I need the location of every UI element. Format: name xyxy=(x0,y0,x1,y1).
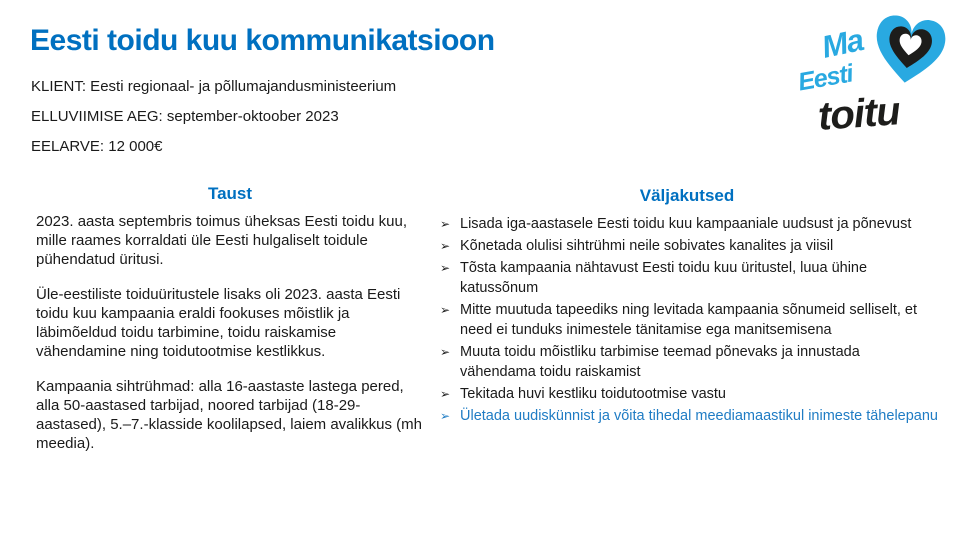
challenge-bullet xyxy=(436,406,938,426)
challenge-bullet-text: Ületada uudiskünnist ja võita tihedal meediamaastikul inimeste tähelepanu xyxy=(460,408,938,424)
logo-word-toitu: toitu xyxy=(816,89,902,139)
challenge-bullet-text: Tekitada huvi kestliku toidutootmise vastu xyxy=(460,386,726,402)
taust-paragraph: Kampaania sihtrühmad: alla 16-aastaste lastega pered, alla 50-aastased tarbijad, noored tarbijad (18-29-aastased), 5.–7.-klasside koolilapsed, laiem avalikkus (mh meedia). xyxy=(36,378,423,452)
challenge-bullet xyxy=(436,258,938,298)
taust-paragraph: 2023. aasta septembris toimus üheksas Eesti toidu kuu, mille raames korraldati üle Eesti hulgaliselt toidule pühendatud üritusi. xyxy=(36,213,408,268)
valjakutsed-heading: Väljakutsed xyxy=(639,186,735,205)
arrow-bullet-icon: ➢ xyxy=(440,409,451,423)
meta-line: KLIENT: Eesti regionaal- ja põllumajandusministeerium xyxy=(31,78,397,95)
arrow-bullet-icon: ➢ xyxy=(440,345,451,359)
heart-icon xyxy=(860,2,957,101)
challenge-bullet-text: Kõnetada olulisi sihtrühmi neile sobivates kanalites ja viisil xyxy=(460,238,834,254)
challenge-bullet xyxy=(436,236,938,256)
ma-armastan-eesti-toitu-logo xyxy=(792,8,952,150)
taust-paragraphs xyxy=(36,212,424,453)
valjakutsed-column xyxy=(436,186,938,428)
meta-line: EELARVE: 12 000€ xyxy=(31,138,163,155)
slide-meta xyxy=(31,79,591,169)
logo-word-ma: Ma xyxy=(818,22,867,65)
logo-word-eesti: Eesti xyxy=(795,59,855,97)
arrow-bullet-icon: ➢ xyxy=(440,387,451,401)
challenge-bullet-text: Tõsta kampaania nähtavust Eesti toidu kuu üritustel, luua ühine katussõnum xyxy=(460,260,868,296)
arrow-bullet-icon: ➢ xyxy=(440,239,451,253)
taust-paragraph: Üle-eestiliste toiduüritustele lisaks oli 2023. aasta Eesti toidu kuu kampaania eraldi fookuses mõistlik ja läbimõeldud toidu tarbimine, toidu raiskamise vähendamine ning toidutootmise kestlikkus. xyxy=(36,286,401,360)
arrow-bullet-icon: ➢ xyxy=(440,217,451,231)
challenge-bullet xyxy=(436,300,938,340)
challenge-bullet-text: Muuta toidu mõistliku tarbimise teemad põnevaks ja innustada vähendama toidu raiskamist xyxy=(460,344,860,380)
valjakutsed-bullets xyxy=(436,214,938,426)
challenge-bullet xyxy=(436,342,938,382)
taust-heading: Taust xyxy=(207,184,253,203)
challenge-bullet-text: Mitte muutuda tapeediks ning levitada kampaania sõnumeid selliselt, et need ei tunduks inimestele tänitamise ega manitsemisena xyxy=(460,302,918,338)
slide-title: Eesti toidu kuu kommunikatsioon xyxy=(30,24,495,57)
meta-line: ELLUVIIMISE AEG: september-oktoober 2023 xyxy=(31,108,339,125)
arrow-bullet-icon: ➢ xyxy=(440,303,451,317)
taust-column xyxy=(36,184,424,469)
challenge-bullet xyxy=(436,384,938,404)
arrow-bullet-icon: ➢ xyxy=(440,261,451,275)
challenge-bullet xyxy=(436,214,938,234)
challenge-bullet-text: Lisada iga-aastasele Eesti toidu kuu kampaaniale uudsust ja põnevust xyxy=(460,216,912,232)
